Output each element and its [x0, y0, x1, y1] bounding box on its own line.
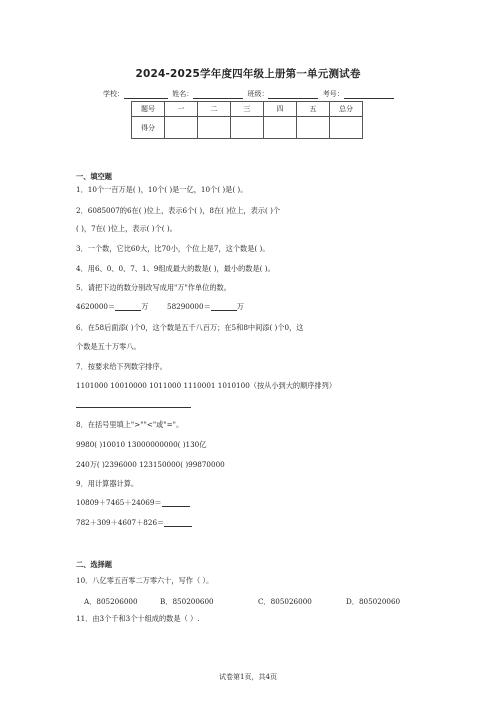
question-10-options — [76, 597, 400, 606]
name-blank[interactable] — [193, 91, 243, 99]
section2-heading: 二、选择题 — [76, 560, 112, 569]
question-7: 7．按要求给下列数字排序。 — [76, 362, 167, 371]
score-table-score-row — [132, 117, 363, 139]
question-7-numbers: 1101000 10010000 1011000 1110001 1010100（按从小到大的顺序排列） — [76, 381, 337, 390]
question-9-calc-1 — [76, 498, 190, 507]
student-info-line — [103, 89, 396, 99]
calc-2-expression: 782＋309＋4607＋826＝ — [76, 518, 165, 527]
calc-2-blank[interactable] — [164, 519, 192, 527]
question-2-line-2: ( )，7在( )位上，表示( )个( )。 — [76, 224, 177, 233]
id-blank[interactable] — [344, 91, 394, 99]
question-4: 4．用6、0、0、7、1、9组成最大的数是( )，最小的数是( )。 — [76, 264, 275, 273]
name-label: 姓名： — [172, 90, 194, 98]
score-cell[interactable] — [297, 117, 330, 139]
question-9: 9．用计算器计算。 — [76, 479, 139, 488]
question-10: 10．八亿零五百零二万零六十，写作（ ）。 — [76, 576, 214, 585]
q5-item1-number: 4620000＝ — [76, 302, 116, 311]
school-blank[interactable] — [124, 91, 168, 99]
q5-item2-blank[interactable] — [211, 303, 237, 311]
question-6-line-2: 个数是五十万零八。 — [76, 342, 141, 351]
question-8-row-2: 240万( )2396000 123150000( )99870000 — [76, 460, 225, 469]
exam-title: 2024-2025学年度四年级上册第一单元测试卷 — [135, 68, 361, 80]
class-label: 班级： — [247, 90, 269, 98]
question-6-line-1: 6．在58后面添( )个0，这个数是五千八百万；在5和8中间添( )个0，这 — [76, 323, 304, 332]
score-head-cell: 总分 — [330, 102, 363, 117]
page-footer: 试卷第1页，共4页 — [219, 673, 277, 681]
school-label: 学校： — [103, 90, 124, 98]
q5-item1-unit: 万 — [141, 302, 149, 311]
score-row-label: 得分 — [132, 117, 165, 139]
score-table-header-row — [132, 102, 363, 117]
score-cell[interactable] — [198, 117, 231, 139]
score-head-cell: 五 — [297, 102, 330, 117]
question-8-row-1: 9980( )10010 13000000000( )130亿 — [76, 440, 207, 449]
question-5-items — [76, 302, 244, 311]
question-1: 1．10个一百万是( )，10个( )是一亿，10个( )是( )。 — [76, 185, 248, 194]
section1-heading: 一、填空题 — [76, 172, 112, 181]
score-cell[interactable] — [165, 117, 198, 139]
question-9-calc-2 — [76, 518, 192, 527]
score-cell[interactable] — [231, 117, 264, 139]
option-d[interactable]: D．805020060 — [346, 597, 401, 606]
score-cell[interactable] — [264, 117, 297, 139]
calc-1-expression: 10809＋7465＋24069＝ — [76, 498, 162, 507]
question-2-line-1: 2．6085007的6在( )位上，表示6个( )，8在( )位上，表示( )个 — [76, 206, 281, 215]
score-head-cell: 题号 — [132, 102, 165, 117]
score-cell[interactable] — [330, 117, 363, 139]
score-head-cell: 三 — [231, 102, 264, 117]
score-head-cell: 二 — [198, 102, 231, 117]
question-8: 8．在括号里填上">""<"或"="。 — [76, 420, 184, 429]
class-blank[interactable] — [268, 91, 318, 99]
calc-1-blank[interactable] — [162, 499, 190, 507]
question-5: 5．请把下边的数分别改写成用"万"作单位的数。 — [76, 283, 231, 292]
q5-item2-unit: 万 — [236, 302, 244, 311]
score-head-cell: 四 — [264, 102, 297, 117]
question-7-answer-line[interactable] — [76, 407, 191, 408]
question-3: 3．一个数，它比60大，比70小，个位上是7，这个数是( )。 — [76, 244, 270, 253]
question-11: 11．由3个千和3个十组成的数是（ ）. — [76, 614, 200, 623]
option-a[interactable]: A．805206000 — [84, 597, 138, 606]
option-b[interactable]: B．850200600 — [160, 597, 214, 606]
q5-item2-number: 58290000＝ — [167, 302, 211, 311]
score-table — [131, 101, 363, 139]
option-c[interactable]: C．805026000 — [258, 597, 312, 606]
q5-item1-blank[interactable] — [115, 303, 141, 311]
score-head-cell: 一 — [165, 102, 198, 117]
id-label: 考号： — [322, 90, 344, 98]
